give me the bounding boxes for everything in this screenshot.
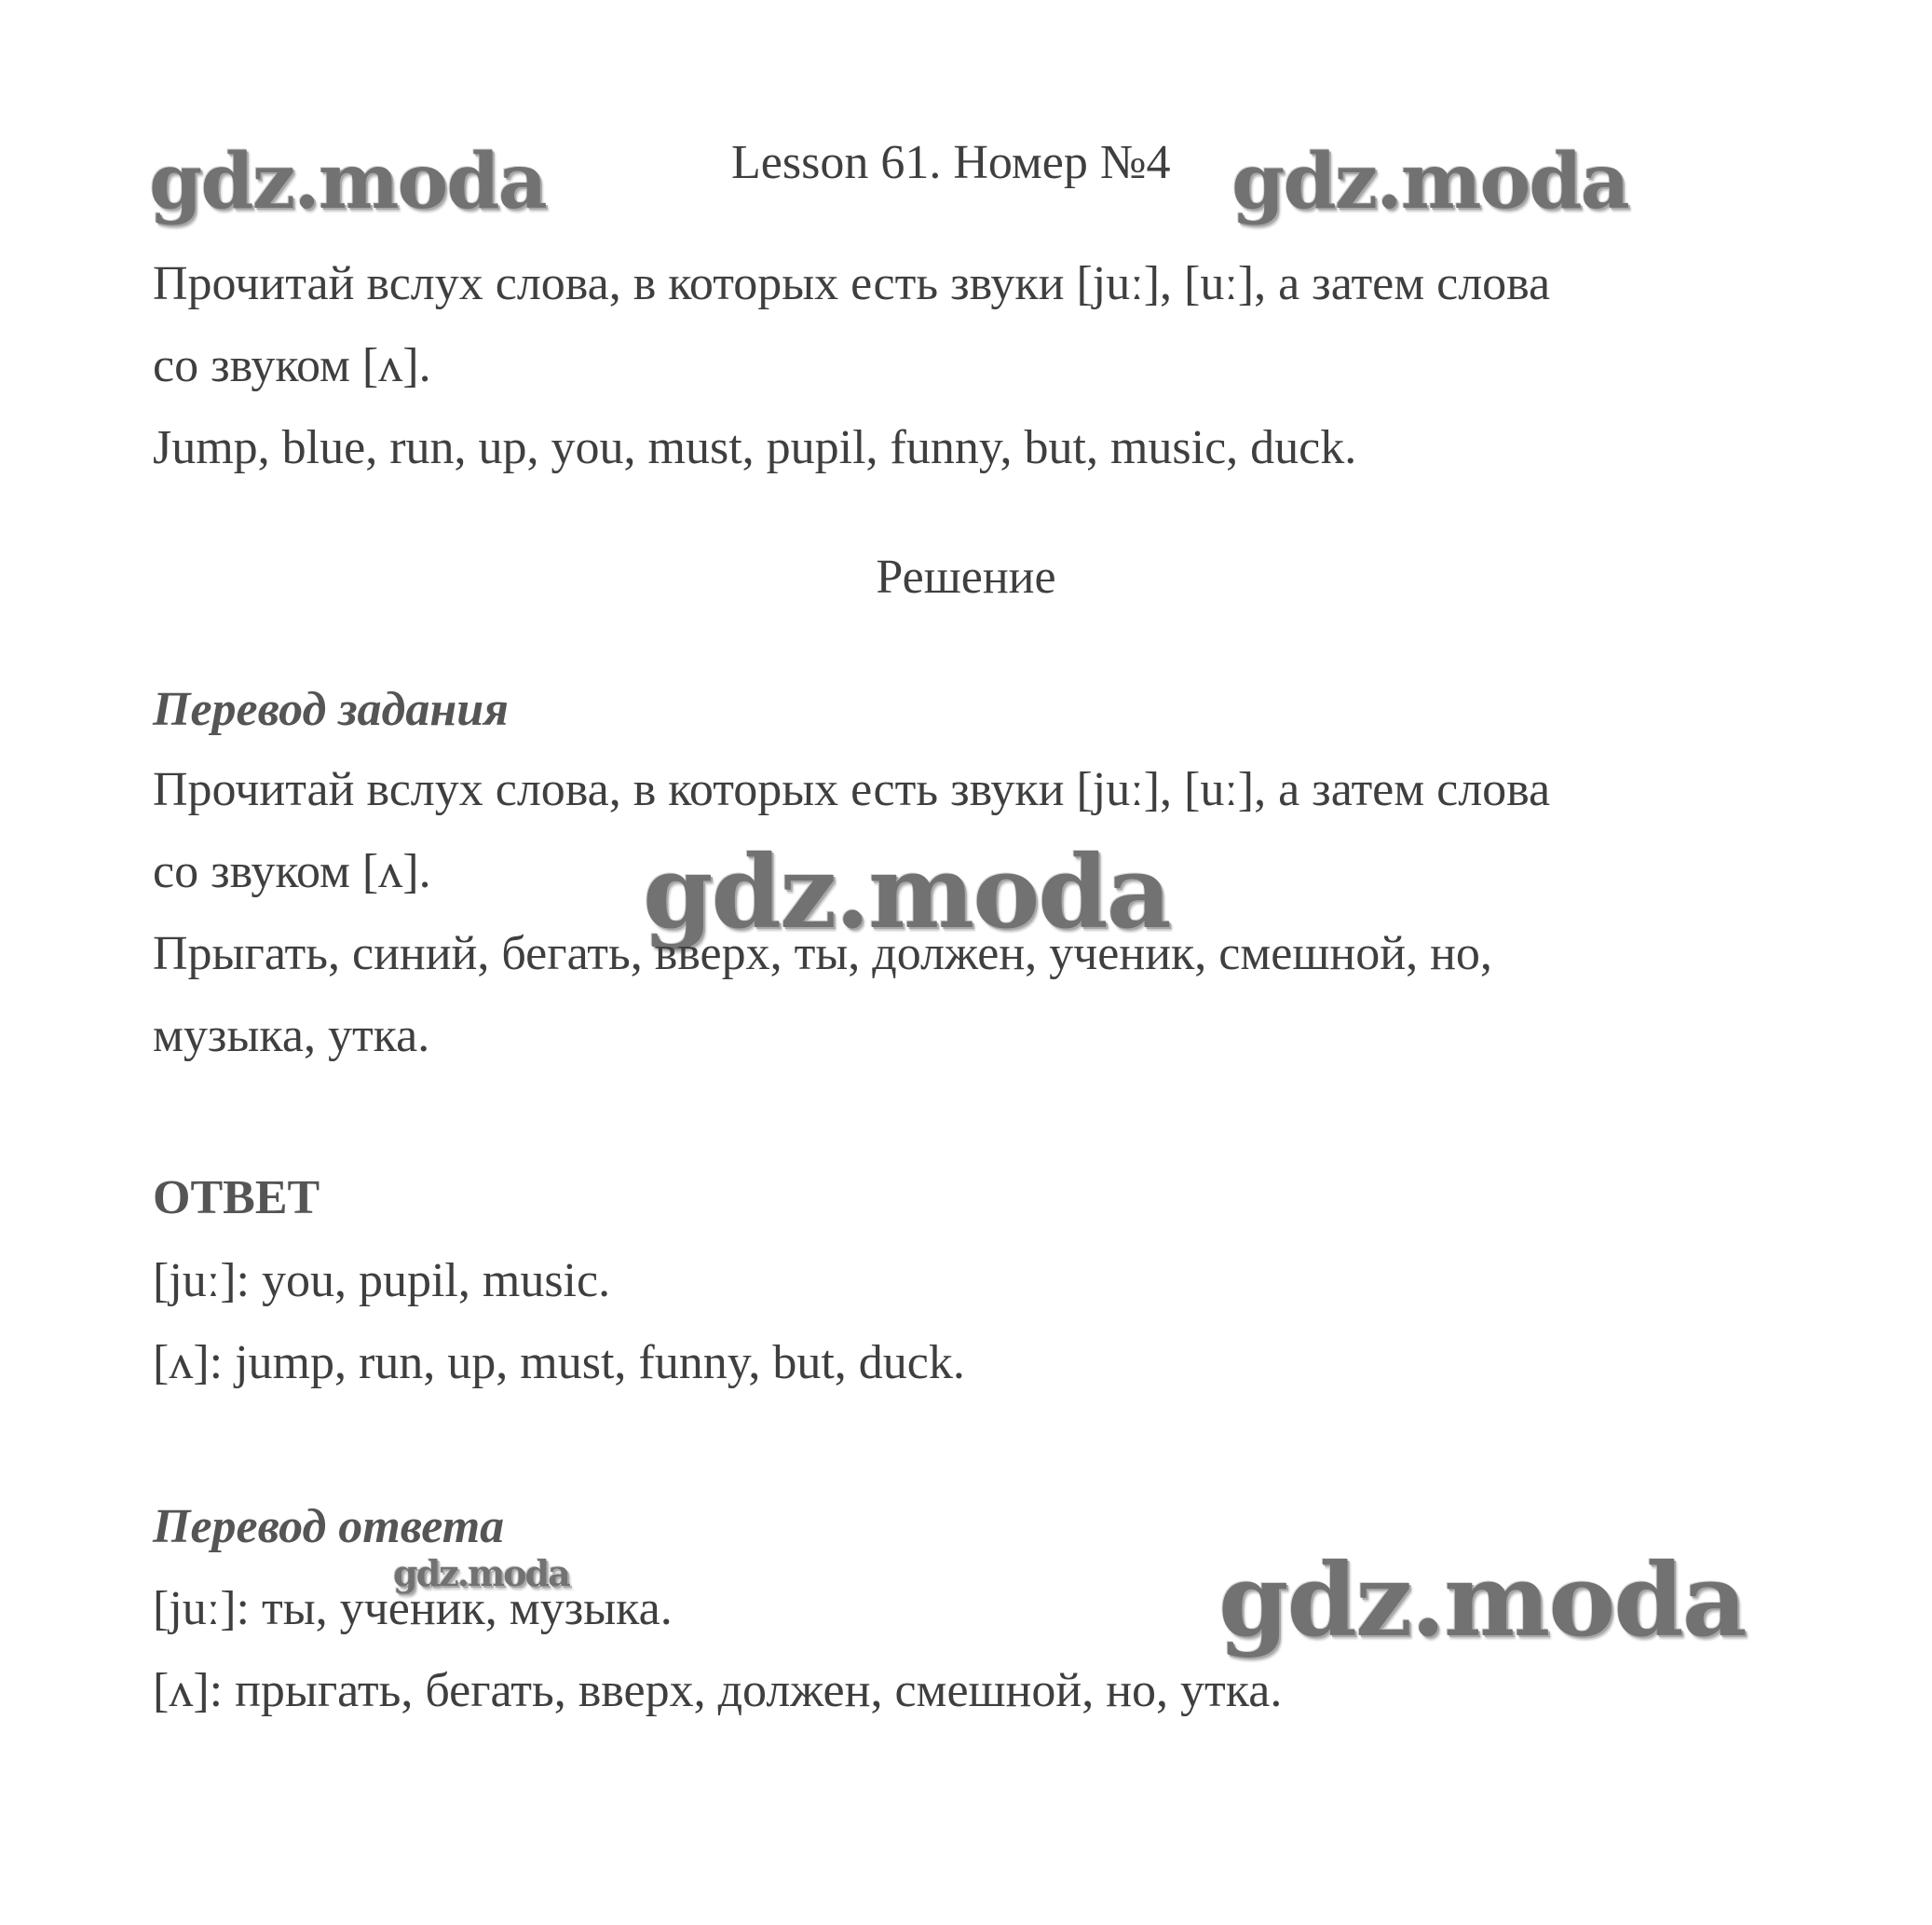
- task-line-3: Jump, blue, run, up, you, must, pupil, funny, but, music, duck.: [153, 421, 1357, 474]
- translation-answer-heading: Перевод ответа: [153, 1500, 505, 1553]
- translation-task-line-1: Прочитай вслух слова, в которых есть звуки [juː], [uː], а затем слова: [153, 763, 1551, 816]
- watermark-logo-top-right: gdz.moda: [1231, 137, 1628, 226]
- task-line-1: Прочитай вслух слова, в которых есть звуки [juː], [uː], а затем слова: [153, 257, 1551, 310]
- task-line-2: со звуком [ʌ].: [153, 339, 431, 392]
- answer-heading: ОТВЕТ: [153, 1171, 320, 1224]
- watermark-logo-bottom-right: gdz.moda: [1218, 1542, 1746, 1659]
- translation-task-line-4: музыка, утка.: [153, 1009, 430, 1062]
- answer-line-1: [juː]: you, pupil, music.: [153, 1254, 611, 1307]
- translation-task-line-3: Прыгать, синий, бегать, вверх, ты, должен, ученик, смешной, но,: [153, 927, 1492, 980]
- watermark-logo-small: gdz.moda: [393, 1552, 569, 1594]
- translation-task-heading: Перевод задания: [153, 683, 509, 736]
- translation-answer-line-2: [ʌ]: прыгать, бегать, вверх, должен, смешной, но, утка.: [153, 1664, 1283, 1717]
- translation-answer-line-1: [juː]: ты, ученик, музыка.: [153, 1582, 673, 1635]
- answer-line-2: [ʌ]: jump, run, up, must, funny, but, duck.: [153, 1336, 965, 1389]
- translation-task-line-2: со звуком [ʌ].: [153, 845, 431, 898]
- solution-label: Решение: [876, 551, 1056, 604]
- page-title: Lesson 61. Номер №4: [731, 136, 1171, 189]
- watermark-logo-top-left: gdz.moda: [149, 137, 546, 226]
- watermark-logo-center: gdz.moda: [643, 834, 1170, 951]
